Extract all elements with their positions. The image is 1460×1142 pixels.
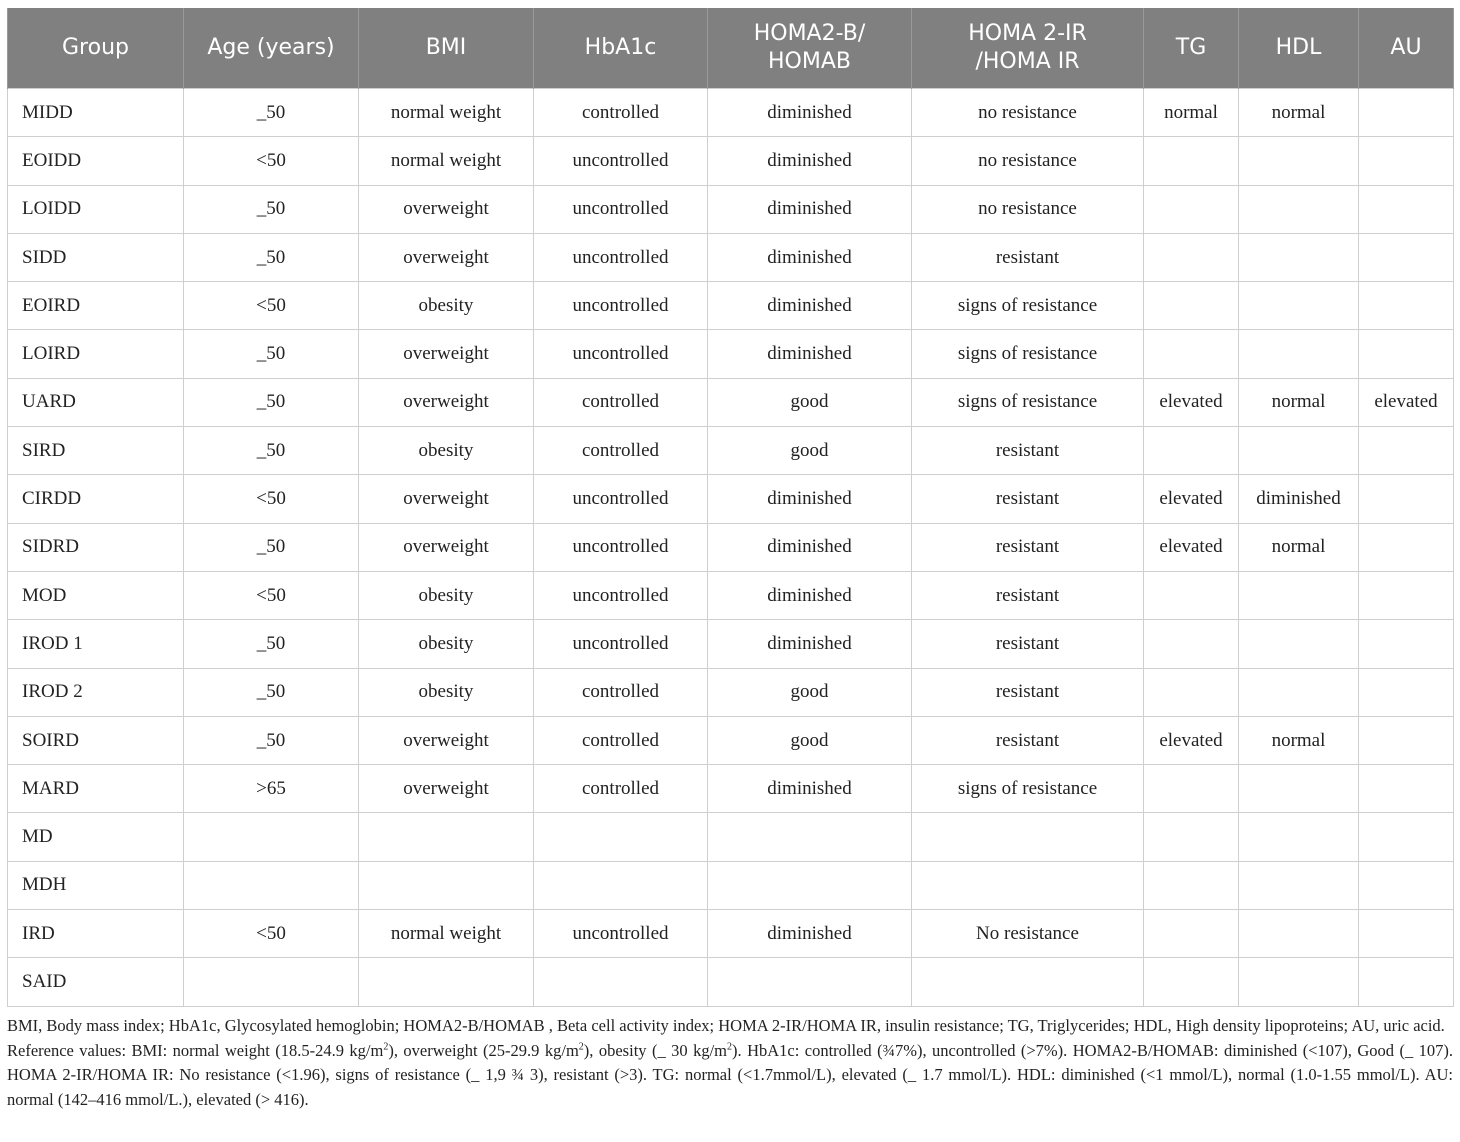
group-cell: MOD bbox=[8, 571, 184, 619]
table-cell: controlled bbox=[534, 716, 708, 764]
table-row bbox=[8, 330, 1454, 378]
table-cell bbox=[1239, 765, 1359, 813]
table-cell bbox=[912, 813, 1144, 861]
table-cell: normal bbox=[1239, 89, 1359, 137]
group-cell: MD bbox=[8, 813, 184, 861]
table-cell: _50 bbox=[184, 185, 359, 233]
table-cell bbox=[1359, 282, 1454, 330]
table-cell: uncontrolled bbox=[534, 523, 708, 571]
table-row bbox=[8, 233, 1454, 281]
table-cell bbox=[184, 958, 359, 1006]
table-row bbox=[8, 958, 1454, 1006]
table-row bbox=[8, 813, 1454, 861]
table-row bbox=[8, 861, 1454, 909]
table-cell: diminished bbox=[708, 620, 912, 668]
table-cell bbox=[1359, 571, 1454, 619]
table-cell: good bbox=[708, 378, 912, 426]
table-cell bbox=[1239, 185, 1359, 233]
table-cell: resistant bbox=[912, 716, 1144, 764]
group-cell: IROD 1 bbox=[8, 620, 184, 668]
table-cell: controlled bbox=[534, 378, 708, 426]
table-cell: signs of resistance bbox=[912, 378, 1144, 426]
table-cell: _50 bbox=[184, 668, 359, 716]
group-cell: UARD bbox=[8, 378, 184, 426]
table-cell bbox=[1359, 861, 1454, 909]
table-row bbox=[8, 571, 1454, 619]
table-row bbox=[8, 137, 1454, 185]
table-row bbox=[8, 185, 1454, 233]
table-cell: _50 bbox=[184, 620, 359, 668]
table-cell bbox=[1144, 813, 1239, 861]
table-cell: elevated bbox=[1144, 378, 1239, 426]
table-cell bbox=[1144, 910, 1239, 958]
group-cell: MARD bbox=[8, 765, 184, 813]
table-cell: good bbox=[708, 427, 912, 475]
table-cell: controlled bbox=[534, 668, 708, 716]
header-row bbox=[8, 8, 1454, 89]
table-cell: uncontrolled bbox=[534, 137, 708, 185]
table-row bbox=[8, 89, 1454, 137]
table-cell bbox=[1359, 523, 1454, 571]
table-cell: obesity bbox=[359, 668, 534, 716]
table-cell: _50 bbox=[184, 716, 359, 764]
table-container bbox=[7, 8, 1453, 1007]
table-cell: normal bbox=[1239, 716, 1359, 764]
group-cell: IRD bbox=[8, 910, 184, 958]
table-cell: overweight bbox=[359, 475, 534, 523]
column-header: Group bbox=[8, 8, 184, 89]
table-cell: resistant bbox=[912, 523, 1144, 571]
table-cell bbox=[1144, 765, 1239, 813]
table-cell: uncontrolled bbox=[534, 330, 708, 378]
table-cell: _50 bbox=[184, 523, 359, 571]
table-cell: resistant bbox=[912, 427, 1144, 475]
group-cell: EOIRD bbox=[8, 282, 184, 330]
table-cell bbox=[1239, 571, 1359, 619]
table-row bbox=[8, 620, 1454, 668]
table-cell bbox=[1144, 137, 1239, 185]
table-cell: obesity bbox=[359, 427, 534, 475]
table-cell: obesity bbox=[359, 282, 534, 330]
table-cell bbox=[534, 861, 708, 909]
ref-text: ), overweight (25-29.9 kg/m bbox=[388, 1040, 579, 1060]
table-cell: no resistance bbox=[912, 89, 1144, 137]
table-row bbox=[8, 765, 1454, 813]
table-cell: no resistance bbox=[912, 185, 1144, 233]
group-cell: LOIRD bbox=[8, 330, 184, 378]
table-cell bbox=[1144, 668, 1239, 716]
table-cell bbox=[1144, 620, 1239, 668]
table-cell: diminished bbox=[708, 910, 912, 958]
table-cell bbox=[1359, 427, 1454, 475]
table-cell bbox=[534, 813, 708, 861]
table-cell: elevated bbox=[1144, 523, 1239, 571]
table-cell: elevated bbox=[1359, 378, 1454, 426]
table-cell: uncontrolled bbox=[534, 185, 708, 233]
column-header: HOMA 2-IR /HOMA IR bbox=[912, 8, 1144, 89]
table-cell: _50 bbox=[184, 330, 359, 378]
table-cell bbox=[708, 958, 912, 1006]
table-cell: resistant bbox=[912, 233, 1144, 281]
table-cell: <50 bbox=[184, 571, 359, 619]
group-cell: SAID bbox=[8, 958, 184, 1006]
table-cell bbox=[1359, 475, 1454, 523]
table-cell bbox=[1359, 813, 1454, 861]
column-header: HDL bbox=[1239, 8, 1359, 89]
table-cell bbox=[1239, 910, 1359, 958]
table-cell: uncontrolled bbox=[534, 233, 708, 281]
table-cell bbox=[1144, 427, 1239, 475]
group-cell: MDH bbox=[8, 861, 184, 909]
table-cell: _50 bbox=[184, 427, 359, 475]
table-cell bbox=[534, 958, 708, 1006]
table-cell: diminished bbox=[708, 523, 912, 571]
table-cell bbox=[1239, 330, 1359, 378]
column-header: Age (years) bbox=[184, 8, 359, 89]
table-cell bbox=[912, 861, 1144, 909]
table-cell: overweight bbox=[359, 185, 534, 233]
table-cell: controlled bbox=[534, 765, 708, 813]
group-cell: IROD 2 bbox=[8, 668, 184, 716]
table-cell: normal weight bbox=[359, 89, 534, 137]
table-cell: resistant bbox=[912, 620, 1144, 668]
table-cell bbox=[1144, 282, 1239, 330]
table-cell bbox=[1359, 330, 1454, 378]
table-cell: resistant bbox=[912, 475, 1144, 523]
table-cell: elevated bbox=[1144, 475, 1239, 523]
table-cell bbox=[1359, 185, 1454, 233]
table-cell: controlled bbox=[534, 427, 708, 475]
table-cell: good bbox=[708, 716, 912, 764]
table-cell bbox=[1239, 427, 1359, 475]
table-cell bbox=[1359, 233, 1454, 281]
group-cell: CIRDD bbox=[8, 475, 184, 523]
table-cell: normal weight bbox=[359, 137, 534, 185]
group-cell: SOIRD bbox=[8, 716, 184, 764]
table-cell: _50 bbox=[184, 233, 359, 281]
table-cell bbox=[912, 958, 1144, 1006]
table-cell bbox=[1144, 185, 1239, 233]
table-cell bbox=[1239, 813, 1359, 861]
ref-text: ), obesity (_ 30 kg/m bbox=[583, 1040, 728, 1060]
table-cell bbox=[359, 861, 534, 909]
table-cell: uncontrolled bbox=[534, 620, 708, 668]
table-cell: diminished bbox=[1239, 475, 1359, 523]
superscript: 2 bbox=[383, 1041, 389, 1052]
table-cell: normal weight bbox=[359, 910, 534, 958]
table-cell: overweight bbox=[359, 330, 534, 378]
ref-text: ). HbA1c: controlled (¾7%), uncontrolled (>7%). HOMA2-B/HOMAB: diminished (<107), Good (_ 107). HOMA 2-IR/HOMA IR: No resistance (<1.96), signs of resistance (_ 1,9 ¾ 3), resistant (>3). TG: normal (<1.7mmol/L), elevated (_ 1.7 mmol/L). HDL: diminished (<1 mmol/L), normal (1.0-1.55 mmol/L). AU: normal (142–416 mmol/L.), elevated (> 416). bbox=[7, 1040, 1454, 1109]
table-cell: diminished bbox=[708, 765, 912, 813]
column-header: TG bbox=[1144, 8, 1239, 89]
table-row bbox=[8, 910, 1454, 958]
table-cell bbox=[1239, 620, 1359, 668]
table-cell: no resistance bbox=[912, 137, 1144, 185]
abbreviations-note: BMI, Body mass index; HbA1c, Glycosylated hemoglobin; HOMA2-B/HOMAB , Beta cell activity index; HOMA 2-IR/HOMA IR, insulin resistance; TG, Triglycerides; HDL, High density lipoproteins; AU, uric acid. bbox=[7, 1016, 1445, 1035]
table-cell: _50 bbox=[184, 89, 359, 137]
group-cell: EOIDD bbox=[8, 137, 184, 185]
table-cell: uncontrolled bbox=[534, 910, 708, 958]
table-cell bbox=[1239, 233, 1359, 281]
ref-text: Reference values: BMI: normal weight (18.5-24.9 kg/m bbox=[7, 1040, 384, 1060]
table-cell bbox=[1359, 137, 1454, 185]
table-cell bbox=[708, 861, 912, 909]
table-cell bbox=[184, 813, 359, 861]
table-cell: obesity bbox=[359, 620, 534, 668]
table-cell bbox=[1359, 89, 1454, 137]
table-cell bbox=[1239, 958, 1359, 1006]
column-header: AU bbox=[1359, 8, 1454, 89]
table-cell: normal bbox=[1239, 378, 1359, 426]
table-cell bbox=[1239, 861, 1359, 909]
table-cell: signs of resistance bbox=[912, 282, 1144, 330]
table-cell: diminished bbox=[708, 571, 912, 619]
table-cell: uncontrolled bbox=[534, 475, 708, 523]
table-cell: <50 bbox=[184, 282, 359, 330]
table-cell: obesity bbox=[359, 571, 534, 619]
group-cell: MIDD bbox=[8, 89, 184, 137]
table-cell bbox=[1359, 958, 1454, 1006]
table-cell: diminished bbox=[708, 330, 912, 378]
table-cell: diminished bbox=[708, 185, 912, 233]
table-row bbox=[8, 475, 1454, 523]
table-cell: <50 bbox=[184, 475, 359, 523]
table-row bbox=[8, 378, 1454, 426]
table-cell: good bbox=[708, 668, 912, 716]
table-cell: >65 bbox=[184, 765, 359, 813]
superscript: 2 bbox=[727, 1041, 733, 1052]
table-cell: diminished bbox=[708, 89, 912, 137]
table-cell: signs of resistance bbox=[912, 765, 1144, 813]
table-row bbox=[8, 427, 1454, 475]
table-cell: normal bbox=[1239, 523, 1359, 571]
table-cell bbox=[1144, 958, 1239, 1006]
table-cell: overweight bbox=[359, 765, 534, 813]
superscript: 2 bbox=[578, 1041, 584, 1052]
table-footnotes bbox=[7, 1014, 1453, 1112]
column-header: HOMA2-B/ HOMAB bbox=[708, 8, 912, 89]
table-cell: diminished bbox=[708, 233, 912, 281]
table-cell bbox=[1359, 716, 1454, 764]
table-cell: overweight bbox=[359, 233, 534, 281]
table-cell bbox=[1239, 137, 1359, 185]
table-row bbox=[8, 282, 1454, 330]
table-cell: diminished bbox=[708, 282, 912, 330]
table-cell bbox=[708, 813, 912, 861]
table-row bbox=[8, 668, 1454, 716]
table-cell bbox=[1359, 620, 1454, 668]
table-cell bbox=[1144, 861, 1239, 909]
table-cell bbox=[1144, 330, 1239, 378]
table-cell: normal bbox=[1144, 89, 1239, 137]
table-cell: _50 bbox=[184, 378, 359, 426]
table-cell: uncontrolled bbox=[534, 282, 708, 330]
table-cell bbox=[184, 861, 359, 909]
table-cell bbox=[1144, 233, 1239, 281]
table-cell bbox=[1239, 282, 1359, 330]
table-cell: <50 bbox=[184, 910, 359, 958]
table-cell: uncontrolled bbox=[534, 571, 708, 619]
table-row bbox=[8, 523, 1454, 571]
table-cell: controlled bbox=[534, 89, 708, 137]
column-header: HbA1c bbox=[534, 8, 708, 89]
table-cell bbox=[1359, 910, 1454, 958]
diabetes-subgroups-table bbox=[7, 8, 1454, 1007]
table-cell: No resistance bbox=[912, 910, 1144, 958]
table-cell: diminished bbox=[708, 137, 912, 185]
table-cell: signs of resistance bbox=[912, 330, 1144, 378]
table-cell bbox=[1359, 668, 1454, 716]
table-cell: elevated bbox=[1144, 716, 1239, 764]
table-cell: <50 bbox=[184, 137, 359, 185]
table-cell: resistant bbox=[912, 668, 1144, 716]
column-header: BMI bbox=[359, 8, 534, 89]
table-cell bbox=[1359, 765, 1454, 813]
group-cell: LOIDD bbox=[8, 185, 184, 233]
table-cell: overweight bbox=[359, 378, 534, 426]
table-cell: diminished bbox=[708, 475, 912, 523]
reference-values-note bbox=[7, 1039, 1453, 1113]
table-cell bbox=[1144, 571, 1239, 619]
table-cell: overweight bbox=[359, 523, 534, 571]
group-cell: SIDRD bbox=[8, 523, 184, 571]
group-cell: SIRD bbox=[8, 427, 184, 475]
table-cell bbox=[359, 958, 534, 1006]
group-cell: SIDD bbox=[8, 233, 184, 281]
table-cell: overweight bbox=[359, 716, 534, 764]
table-cell: resistant bbox=[912, 571, 1144, 619]
table-cell bbox=[359, 813, 534, 861]
table-cell bbox=[1239, 668, 1359, 716]
table-row bbox=[8, 716, 1454, 764]
